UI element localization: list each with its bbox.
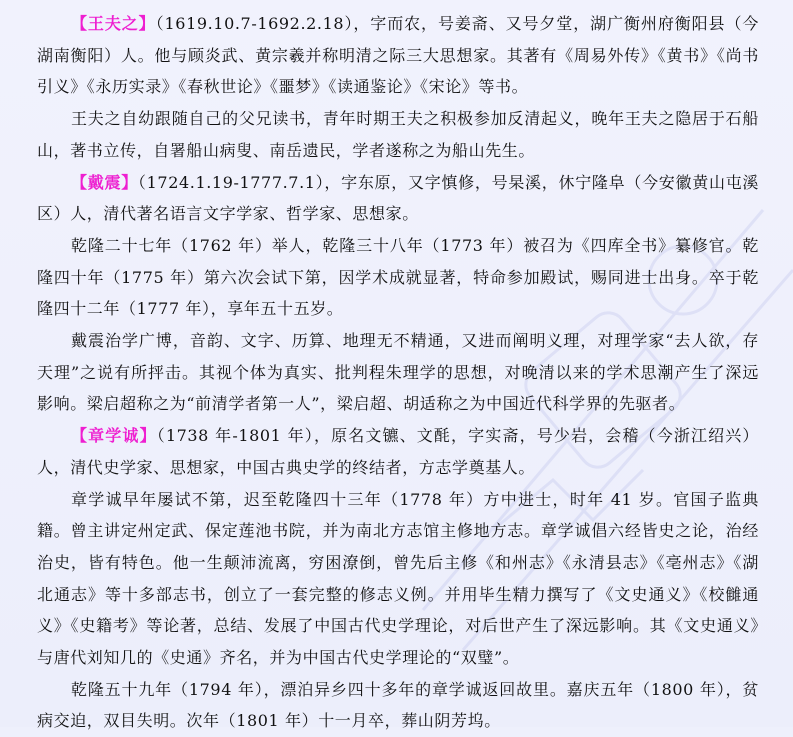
person-name-zhang-xuecheng: 章学诚 bbox=[88, 426, 140, 446]
paragraph-text: 王夫之自幼跟随自己的父兄读书，青年时期王夫之积极参加反清起义，晚年王夫之隐居于石船山，著书立传，自署船山病叟、南岳遗民，学者遂称之为船山先生。 bbox=[37, 109, 759, 160]
paragraph-text: （1619.10.7-1692.2.18），字而农，号姜斋、又号夕堂，湖广衡州府衡阳县（今湖南衡阳）人。他与顾炎武、黄宗羲并称明清之际三大思想家。其著有《周易外传》《黄书》《尚书引义》《永历实录》《春秋世论》《噩梦》《读通鉴论》《宋论》等书。 bbox=[37, 14, 759, 97]
paragraph-text: 乾隆二十七年（1762 年）举人，乾隆三十八年（1773 年）被召为《四库全书》纂修官。乾隆四十年（1775 年）第六次会试下第，因学术成就显著，特命参加殿试，赐同进士出身。卒于乾隆四十二年（1777 年），享年五十五岁。 bbox=[37, 235, 759, 319]
paragraph-zhang-xuecheng-death bbox=[37, 674, 759, 737]
paragraph-wang-fuzhi-intro bbox=[37, 8, 759, 103]
paragraph-text: 章学诚早年屡试不第，迟至乾隆四十三年（1778 年）方中进士，时年 41 岁。官国子监典籍。曾主讲定州定武、保定莲池书院，并为南北方志馆主修地方志。章学诚倡六经皆史之论，治经治史，皆有特色。他一生颠沛流离，穷困潦倒，曾先后主修《和州志》《永清县志》《亳州志》《湖北通志》等十多部志书，创立了一套完整的修志义例。并用毕生精力撰写了《文史通义》《校雠通义》《史籍考》等论著，总结、发展了中国古代史学理论，对后世产生了深远影响。其《文史通义》与唐代刘知几的《史通》齐名，并为中国古代史学理论的“双璧”。 bbox=[37, 489, 759, 668]
name-bracket-close: 】 bbox=[138, 14, 156, 33]
paragraph-text: （1724.1.19-1777.7.1），字东原，又字慎修，号杲溪，休宁隆阜（今安徽黄山屯溪区）人，清代著名语言文字学家、哲学家、思想家。 bbox=[37, 172, 760, 224]
name-bracket-open: 【 bbox=[71, 426, 89, 446]
name-bracket-close: 】 bbox=[121, 172, 138, 192]
paragraph-wang-fuzhi-life bbox=[37, 103, 759, 166]
paragraph-dai-zhen-thought bbox=[37, 325, 759, 420]
article-body bbox=[37, 8, 759, 737]
paragraph-text: （1738 年-1801 年），原名文镳、文酕，字实斋，号少岩，会稽（今浙江绍兴）人，清代史学家、思想家，中国古典史学的终结者，方志学奠基人。 bbox=[37, 426, 759, 477]
paragraph-text: 乾隆五十九年（1794 年），漂泊异乡四十多年的章学诚返回故里。嘉庆五年（1800 年），贫病交迫，双目失明。次年（1801 年）十一月卒，葬山阴芳坞。 bbox=[37, 679, 759, 731]
paragraph-zhang-xuecheng-career bbox=[37, 484, 759, 674]
paragraph-dai-zhen-intro bbox=[37, 167, 759, 230]
name-bracket-open: 【 bbox=[71, 172, 88, 192]
name-bracket-open: 【 bbox=[71, 14, 88, 33]
paragraph-zhang-xuecheng-intro bbox=[37, 420, 759, 483]
person-name-wang-fuzhi: 王夫之 bbox=[87, 14, 139, 33]
person-name-dai-zhen: 戴震 bbox=[87, 172, 122, 192]
paragraph-text: 戴震治学广博，音韵、文字、历算、地理无不精通，又进而阐明义理，对理学家“去人欲，存天理”之说有所抨击。其视个体为真实、批判程朱理学的思想，对晚清以来的学术思潮产生了深远影响。梁启超称之为“前清学者第一人”，梁启超、胡适称之为中国近代科学界的先驱者。 bbox=[37, 331, 759, 414]
name-bracket-close: 】 bbox=[139, 426, 157, 446]
paragraph-dai-zhen-career bbox=[37, 230, 759, 325]
